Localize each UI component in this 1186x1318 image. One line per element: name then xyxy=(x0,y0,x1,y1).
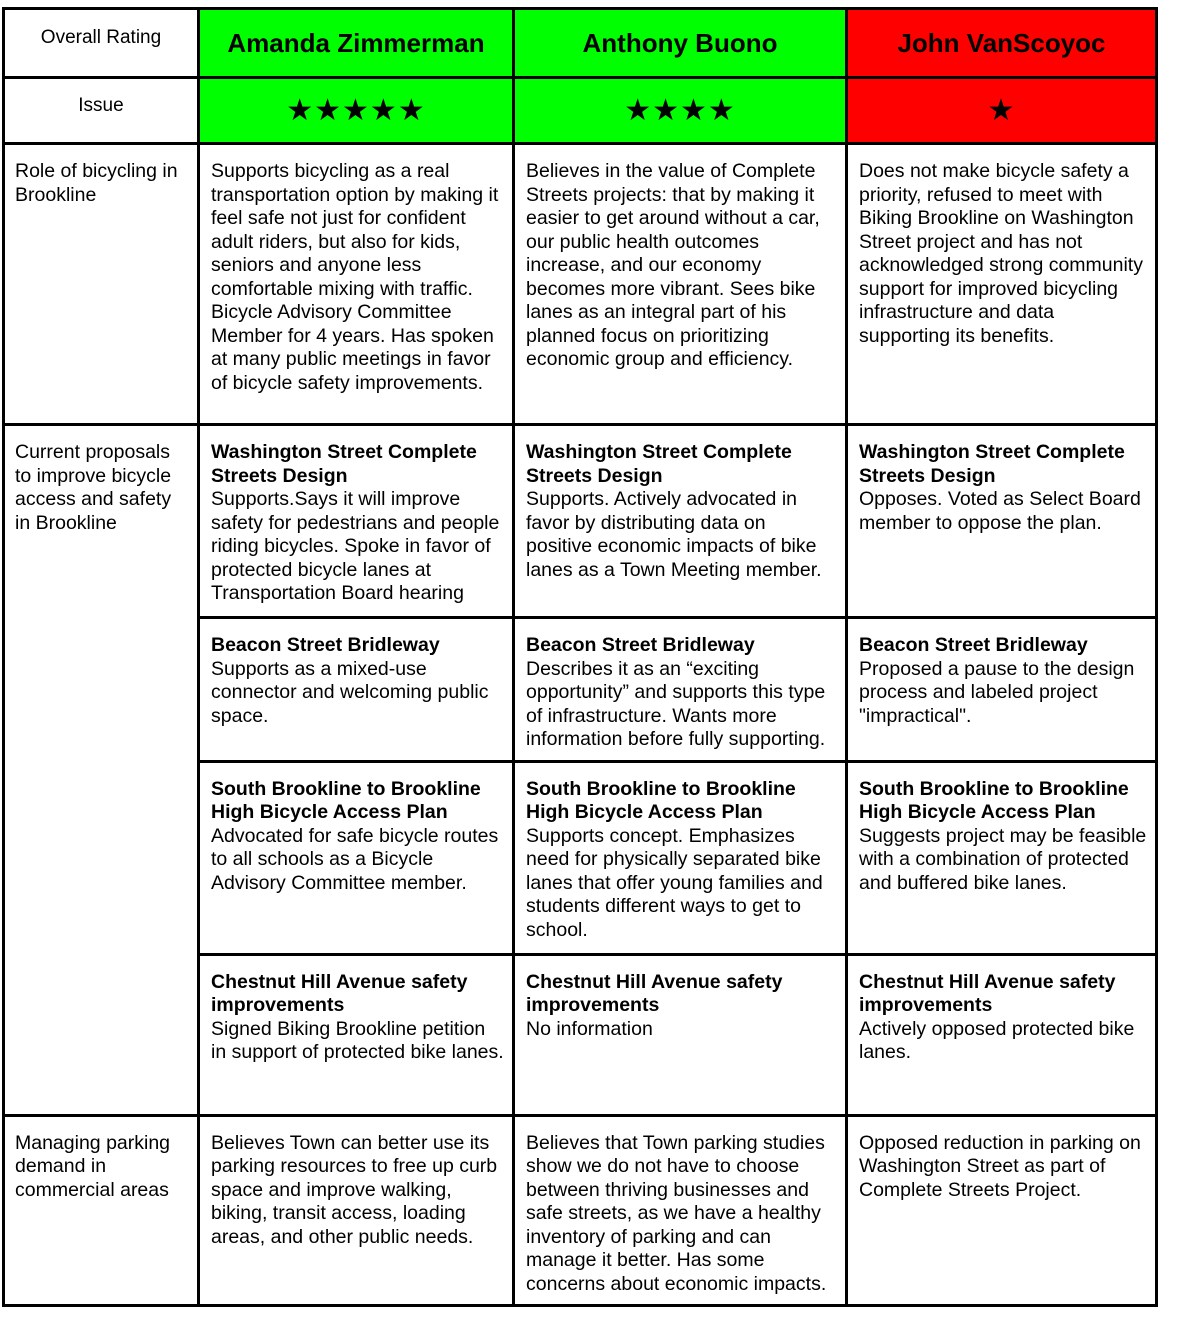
cell-title: Beacon Street Bridleway xyxy=(211,634,440,656)
cell-text: Supports. Actively advocated in favor by distributing data on positive economic impacts of bike lanes as a Town Meeting member. xyxy=(526,488,822,581)
cell-text: Advocated for safe bicycle routes to all schools as a Bicycle Advisory Committee member. xyxy=(211,824,499,894)
cell-text: Believes Town can better use its parking resources to free up curb space and improve walking, biking, transit access, loading areas, and other public needs. xyxy=(211,1131,498,1248)
cell-text: Believes that Town parking studies show we do not have to choose between thriving businesses and safe streets, as we have a healthy inventory of parking and can manage it better. Has some concerns about economic impacts. xyxy=(526,1131,827,1295)
cell-text: Supports concept. Emphasizes need for physically separated bike lanes that offer young families and students different ways to get to school. xyxy=(526,824,823,941)
cell-text: Supports as a mixed-use connector and welcoming public space. xyxy=(211,657,489,727)
role-row xyxy=(4,144,1157,425)
cell-text: Opposes. Voted as Select Board member to oppose the plan. xyxy=(859,488,1141,534)
cell-title: Washington Street Complete Streets Design xyxy=(211,441,477,487)
cell-title: Beacon Street Bridleway xyxy=(859,634,1088,656)
cell-text: Proposed a pause to the design process and labeled project "impractical". xyxy=(859,657,1135,727)
star-rating-zimmerman: ★★★★★ xyxy=(199,78,514,144)
issue-label: Issue xyxy=(4,78,199,144)
beacon-zimmerman xyxy=(199,618,514,762)
south-buono xyxy=(514,761,847,954)
role-vanscoyoc xyxy=(847,144,1157,425)
cell-text: Does not make bicycle safety a priority, refused to meet with Biking Brookline on Washington Street project and has not acknowledged strong community support for improved bicycling infrastructure and data supporting its benefits. xyxy=(859,160,1143,347)
candidate-name-zimmerman: Amanda Zimmerman xyxy=(199,9,514,78)
beacon-vanscoyoc xyxy=(847,618,1157,762)
washington-row xyxy=(4,425,1157,618)
cell-text: Describes it as an “exciting opportunity” and supports this type of infrastructure. Wants more information before fully supporting. xyxy=(526,657,826,750)
cell-text: Believes in the value of Complete Streets projects: that by making it easier to get around without a car, our public health outcomes increase, and our economy becomes more vibrant. Sees bike lanes as an integral part of his planned focus on prioritizing economic group and efficiency. xyxy=(526,160,820,370)
cell-title: Chestnut Hill Avenue safety improvements xyxy=(211,970,468,1016)
south-zimmerman xyxy=(199,761,514,954)
cell-title: Chestnut Hill Avenue safety improvements xyxy=(859,970,1116,1016)
candidate-name-buono: Anthony Buono xyxy=(514,9,847,78)
overall-rating-label: Overall Rating xyxy=(4,9,199,78)
south-vanscoyoc xyxy=(847,761,1157,954)
issue-role: Role of bicycling in Brookline xyxy=(4,144,199,425)
role-buono xyxy=(514,144,847,425)
washington-zimmerman xyxy=(199,425,514,618)
cell-title: Washington Street Complete Streets Design xyxy=(526,441,792,487)
candidate-comparison-table xyxy=(2,7,1158,1307)
candidate-name-vanscoyoc: John VanScoyoc xyxy=(847,9,1157,78)
chestnut-vanscoyoc xyxy=(847,954,1157,1115)
beacon-buono xyxy=(514,618,847,762)
parking-buono xyxy=(514,1115,847,1306)
issue-proposals: Current proposals to improve bicycle access and safety in Brookline xyxy=(4,425,199,1116)
header-row xyxy=(4,9,1157,78)
star-rating-vanscoyoc: ★ xyxy=(847,78,1157,144)
cell-title: South Brookline to Brookline High Bicycle Access Plan xyxy=(859,777,1129,823)
washington-vanscoyoc xyxy=(847,425,1157,618)
chestnut-buono xyxy=(514,954,847,1115)
cell-title: Beacon Street Bridleway xyxy=(526,634,755,656)
cell-text: No information xyxy=(526,1017,653,1040)
rating-row xyxy=(4,78,1157,144)
cell-text: Supports bicycling as a real transportation option by making it feel safe not just for confident adult riders, but also for kids, seniors and anyone less comfortable mixing with traffic. Bicycle Advisory Committee Member for 4 years. Has spoken at many public meetings in favor of bicycle safety improvements. xyxy=(211,160,499,394)
parking-zimmerman xyxy=(199,1115,514,1306)
cell-text: Opposed reduction in parking on Washington Street as part of Complete Streets Project. xyxy=(859,1131,1141,1201)
chestnut-zimmerman xyxy=(199,954,514,1115)
cell-title: Chestnut Hill Avenue safety improvements xyxy=(526,970,783,1016)
cell-text: Actively opposed protected bike lanes. xyxy=(859,1017,1135,1063)
cell-text: Supports.Says it will improve safety for pedestrians and people riding bicycles. Spoke in favor of protected bicycle lanes at Transportation Board hearing xyxy=(211,488,500,604)
cell-title: South Brookline to Brookline High Bicycle Access Plan xyxy=(211,777,481,823)
cell-text: Suggests project may be feasible with a combination of protected and buffered bike lanes. xyxy=(859,824,1147,894)
cell-title: South Brookline to Brookline High Bicycle Access Plan xyxy=(526,777,796,823)
parking-row xyxy=(4,1115,1157,1306)
role-zimmerman xyxy=(199,144,514,425)
star-rating-buono: ★★★★ xyxy=(514,78,847,144)
issue-parking: Managing parking demand in commercial areas xyxy=(4,1115,199,1306)
cell-title: Washington Street Complete Streets Design xyxy=(859,441,1125,487)
parking-vanscoyoc xyxy=(847,1115,1157,1306)
washington-buono xyxy=(514,425,847,618)
cell-text: Signed Biking Brookline petition in support of protected bike lanes. xyxy=(211,1017,504,1063)
